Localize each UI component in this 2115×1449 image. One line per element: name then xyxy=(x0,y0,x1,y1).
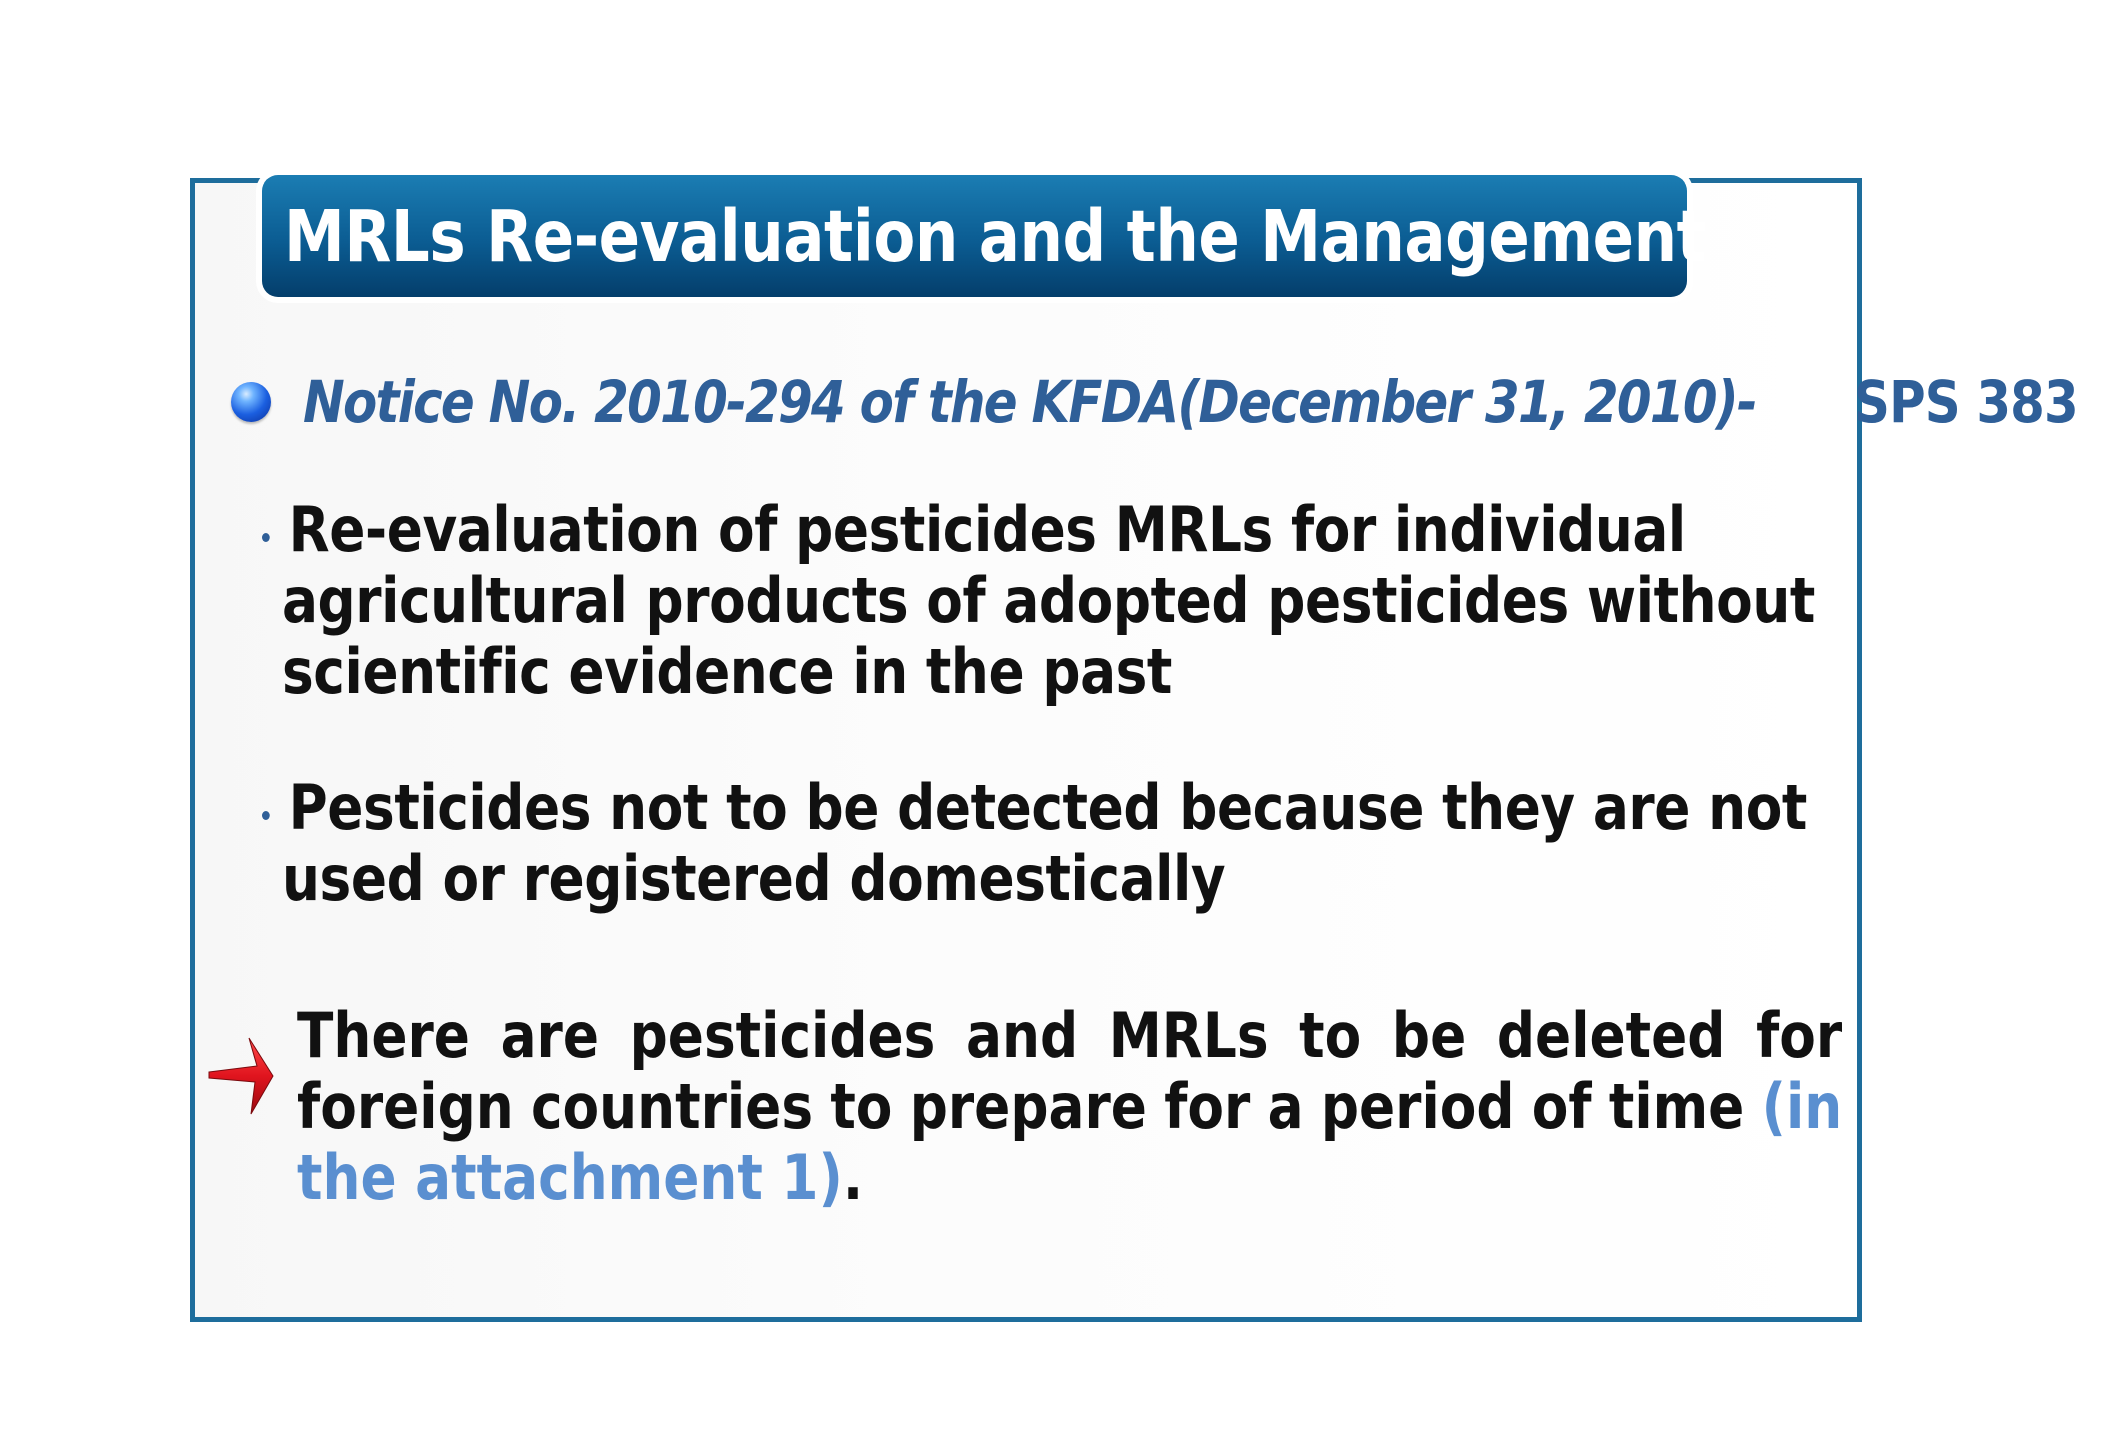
attachment-link[interactable]: (in xyxy=(1761,1070,1843,1143)
highlight-word: countries xyxy=(530,1070,814,1143)
highlight-line xyxy=(297,1071,1842,1142)
bullet-line xyxy=(262,494,1812,565)
attachment-link[interactable]: the attachment 1) xyxy=(297,1141,843,1214)
period-text: . xyxy=(842,1141,864,1214)
bullet-line: scientific evidence in the past xyxy=(282,635,1172,708)
highlight-word: to xyxy=(1299,999,1362,1072)
notice-reference: Notice No. 2010-294 of the KFDA(December 31, 2010)- xyxy=(303,368,1756,436)
bullet-line: agricultural products of adopted pesticides without xyxy=(282,564,1815,637)
highlight-text xyxy=(297,1000,1842,1213)
bullet-item xyxy=(262,772,2058,914)
dot-bullet-icon xyxy=(262,533,270,542)
blue-orb-bullet-icon xyxy=(231,382,271,422)
bullet-text: Re-evaluation of pesticides MRLs for individual xyxy=(288,493,1686,566)
highlight-line xyxy=(297,1000,1842,1071)
highlight-word: pesticides xyxy=(629,999,936,1072)
notice-code: SPS 383 xyxy=(1854,368,2079,436)
slide-title: MRLs Re-evaluation and the Management xyxy=(284,194,1706,278)
notice-row xyxy=(231,362,2115,442)
highlight-word: be xyxy=(1391,999,1467,1072)
bullet-text: Pesticides not to be detected because they are not xyxy=(288,771,1807,844)
highlight-word: a xyxy=(1267,1070,1304,1143)
highlight-word: MRLs xyxy=(1108,999,1269,1072)
title-banner xyxy=(262,175,1706,297)
highlight-line xyxy=(297,1142,1626,1213)
highlight-word: foreign xyxy=(297,1070,514,1143)
highlight-word: deleted xyxy=(1496,999,1726,1072)
highlight-word: to xyxy=(830,1070,893,1143)
bullet-line: used or registered domestically xyxy=(282,842,1226,915)
highlight-word: of xyxy=(1531,1070,1592,1143)
highlight-word: are xyxy=(500,999,600,1072)
highlight-word: for xyxy=(1756,999,1843,1072)
highlight-word: for xyxy=(1164,1070,1251,1143)
red-arrow-icon xyxy=(205,1028,275,1118)
bullet-line xyxy=(262,772,1807,843)
highlight-word: There xyxy=(297,999,470,1072)
bullet-item xyxy=(262,494,2065,707)
highlight-word: period xyxy=(1320,1070,1515,1143)
highlight-word: and xyxy=(966,999,1079,1072)
dot-bullet-icon xyxy=(262,811,270,820)
highlight-word: prepare xyxy=(909,1070,1147,1143)
highlight-word: time xyxy=(1608,1070,1745,1143)
